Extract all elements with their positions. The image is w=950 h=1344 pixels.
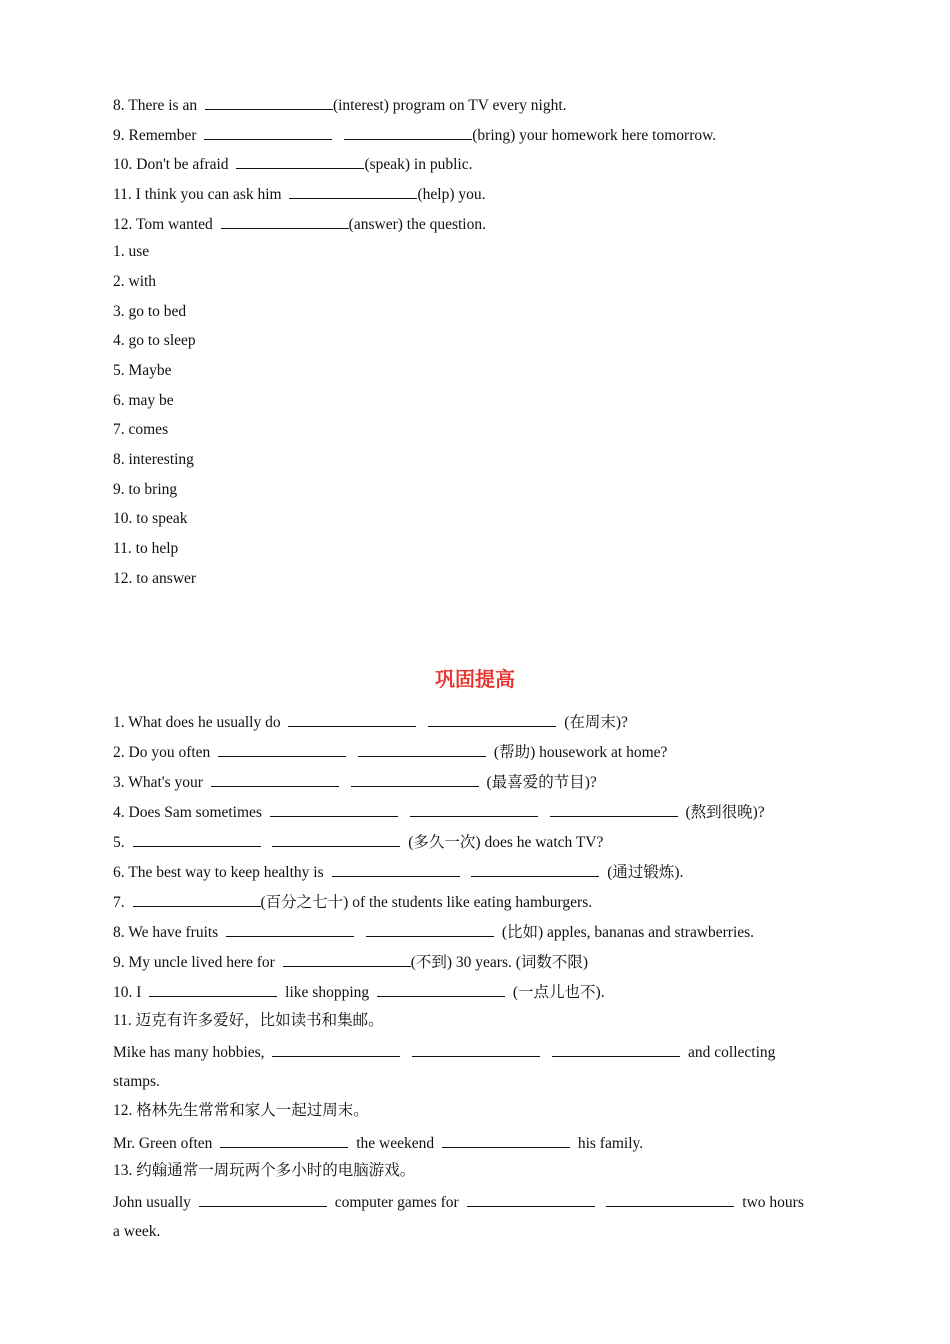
- question-text: 1. What does he usually do: [113, 714, 281, 731]
- question-8: [113, 94, 850, 116]
- answer-blank[interactable]: [204, 124, 332, 140]
- question-2: [113, 741, 850, 763]
- question-text: the weekend: [356, 1135, 435, 1152]
- question-text: (answer) the question.: [348, 216, 486, 233]
- question-text: (help) you.: [417, 186, 486, 203]
- answer-blank[interactable]: [199, 1191, 327, 1207]
- answer-blank[interactable]: [366, 921, 494, 937]
- answer-blank[interactable]: [471, 861, 599, 877]
- answer-blank[interactable]: [358, 741, 486, 757]
- question-4: [113, 801, 850, 823]
- question-text: 9. Remember: [113, 127, 197, 144]
- question-9: [113, 124, 850, 146]
- question-text: 5.: [113, 834, 125, 851]
- question-text: 6. The best way to keep healthy is: [113, 864, 324, 881]
- answer-item: 4. go to sleep: [113, 332, 196, 349]
- answer-blank[interactable]: [283, 951, 411, 967]
- question-13b-continued: a week.: [113, 1223, 161, 1240]
- question-text: 8. We have fruits: [113, 924, 219, 941]
- question-11b-chinese: 11. 迈克有许多爱好，比如读书和集邮。: [113, 1012, 384, 1029]
- question-5: [113, 831, 850, 853]
- answer-item: 2. with: [113, 273, 157, 290]
- answer-blank[interactable]: [270, 801, 398, 817]
- question-text: 4. Does Sam sometimes: [113, 804, 262, 821]
- question-text: (熬到很晚)?: [685, 804, 765, 821]
- question-text: computer games for: [334, 1194, 459, 1211]
- answer-item: 11. to help: [113, 540, 179, 557]
- answer-blank[interactable]: [149, 981, 277, 997]
- question-text: (在周末)?: [564, 714, 628, 731]
- answer-blank[interactable]: [272, 831, 400, 847]
- question-12b: [113, 1132, 850, 1154]
- question-text: (interest) program on TV every night.: [332, 97, 567, 114]
- answer-item: 7. comes: [113, 421, 169, 438]
- answer-blank[interactable]: [550, 801, 678, 817]
- answer-blank[interactable]: [377, 981, 505, 997]
- question-text: (帮助) housework at home?: [493, 744, 668, 761]
- answer-blank[interactable]: [211, 771, 339, 787]
- answer-item: 12. to answer: [113, 570, 197, 587]
- answer-blank[interactable]: [289, 183, 417, 199]
- answer-blank[interactable]: [552, 1041, 680, 1057]
- question-text: 10. Don't be afraid: [113, 156, 229, 173]
- question-text: 3. What's your: [113, 774, 203, 791]
- answer-blank[interactable]: [351, 771, 479, 787]
- question-text: 9. My uncle lived here for: [113, 954, 275, 971]
- question-text: 2. Do you often: [113, 744, 211, 761]
- question-9b: [113, 951, 850, 973]
- question-13b: [113, 1191, 850, 1213]
- answer-blank[interactable]: [226, 921, 354, 937]
- question-text: (不到) 30 years. (词数不限): [410, 954, 589, 971]
- question-text: (多久一次) does he watch TV?: [408, 834, 604, 851]
- question-11: [113, 183, 850, 205]
- answer-item: 3. go to bed: [113, 303, 187, 320]
- answer-blank[interactable]: [133, 831, 261, 847]
- answer-blank[interactable]: [428, 711, 556, 727]
- answer-blank[interactable]: [205, 94, 333, 110]
- question-text: 12. Tom wanted: [113, 216, 213, 233]
- question-text: 7.: [113, 894, 125, 911]
- question-text: (speak) in public.: [364, 156, 473, 173]
- question-1: [113, 711, 850, 733]
- answer-blank[interactable]: [410, 801, 538, 817]
- answer-blank[interactable]: [218, 741, 346, 757]
- answer-blank[interactable]: [236, 153, 364, 169]
- answer-blank[interactable]: [467, 1191, 595, 1207]
- question-text: (百分之七十) of the students like eating hamburgers.: [260, 894, 593, 911]
- question-7: [113, 891, 850, 913]
- question-text: 8. There is an: [113, 97, 198, 114]
- section-title: 巩固提高: [435, 667, 515, 691]
- question-text: Mike has many hobbies,: [113, 1044, 265, 1061]
- question-10b: [113, 981, 850, 1003]
- answer-blank[interactable]: [288, 711, 416, 727]
- question-text: (最喜爱的节目)?: [486, 774, 597, 791]
- question-text: 10. I: [113, 984, 142, 1001]
- answer-item: 5. Maybe: [113, 362, 172, 379]
- question-6: [113, 861, 850, 883]
- question-text: (比如) apples, bananas and strawberries.: [501, 924, 755, 941]
- question-3: [113, 771, 850, 793]
- answer-item: 1. use: [113, 243, 150, 260]
- question-text: two hours: [742, 1194, 804, 1211]
- question-text: (通过锻炼).: [607, 864, 684, 881]
- answer-blank[interactable]: [412, 1041, 540, 1057]
- question-12b-chinese: 12. 格林先生常常和家人一起过周末。: [113, 1102, 369, 1119]
- answer-blank[interactable]: [606, 1191, 734, 1207]
- answer-blank[interactable]: [442, 1132, 570, 1148]
- answer-blank[interactable]: [344, 124, 472, 140]
- question-text: John usually: [113, 1194, 191, 1211]
- answer-blank[interactable]: [221, 213, 349, 229]
- question-12: [113, 213, 850, 235]
- answer-blank[interactable]: [133, 891, 261, 907]
- answer-item: 10. to speak: [113, 510, 188, 527]
- question-text: (一点儿也不).: [512, 984, 605, 1001]
- answer-item: 6. may be: [113, 392, 174, 409]
- answer-blank[interactable]: [220, 1132, 348, 1148]
- question-text: and collecting: [688, 1044, 776, 1061]
- question-13b-chinese: 13. 约翰通常一周玩两个多小时的电脑游戏。: [113, 1162, 416, 1179]
- question-11b: [113, 1041, 850, 1063]
- question-text: 11. I think you can ask him: [113, 186, 282, 203]
- answer-blank[interactable]: [332, 861, 460, 877]
- question-text: Mr. Green often: [113, 1135, 213, 1152]
- question-11b-continued: stamps.: [113, 1073, 160, 1090]
- question-text: his family.: [577, 1135, 644, 1152]
- question-text: like shopping: [285, 984, 370, 1001]
- answer-item: 8. interesting: [113, 451, 194, 468]
- answer-item: 9. to bring: [113, 481, 178, 498]
- question-text: (bring) your homework here tomorrow.: [472, 127, 717, 144]
- question-10: [113, 153, 850, 175]
- answer-blank[interactable]: [272, 1041, 400, 1057]
- question-8b: [113, 921, 850, 943]
